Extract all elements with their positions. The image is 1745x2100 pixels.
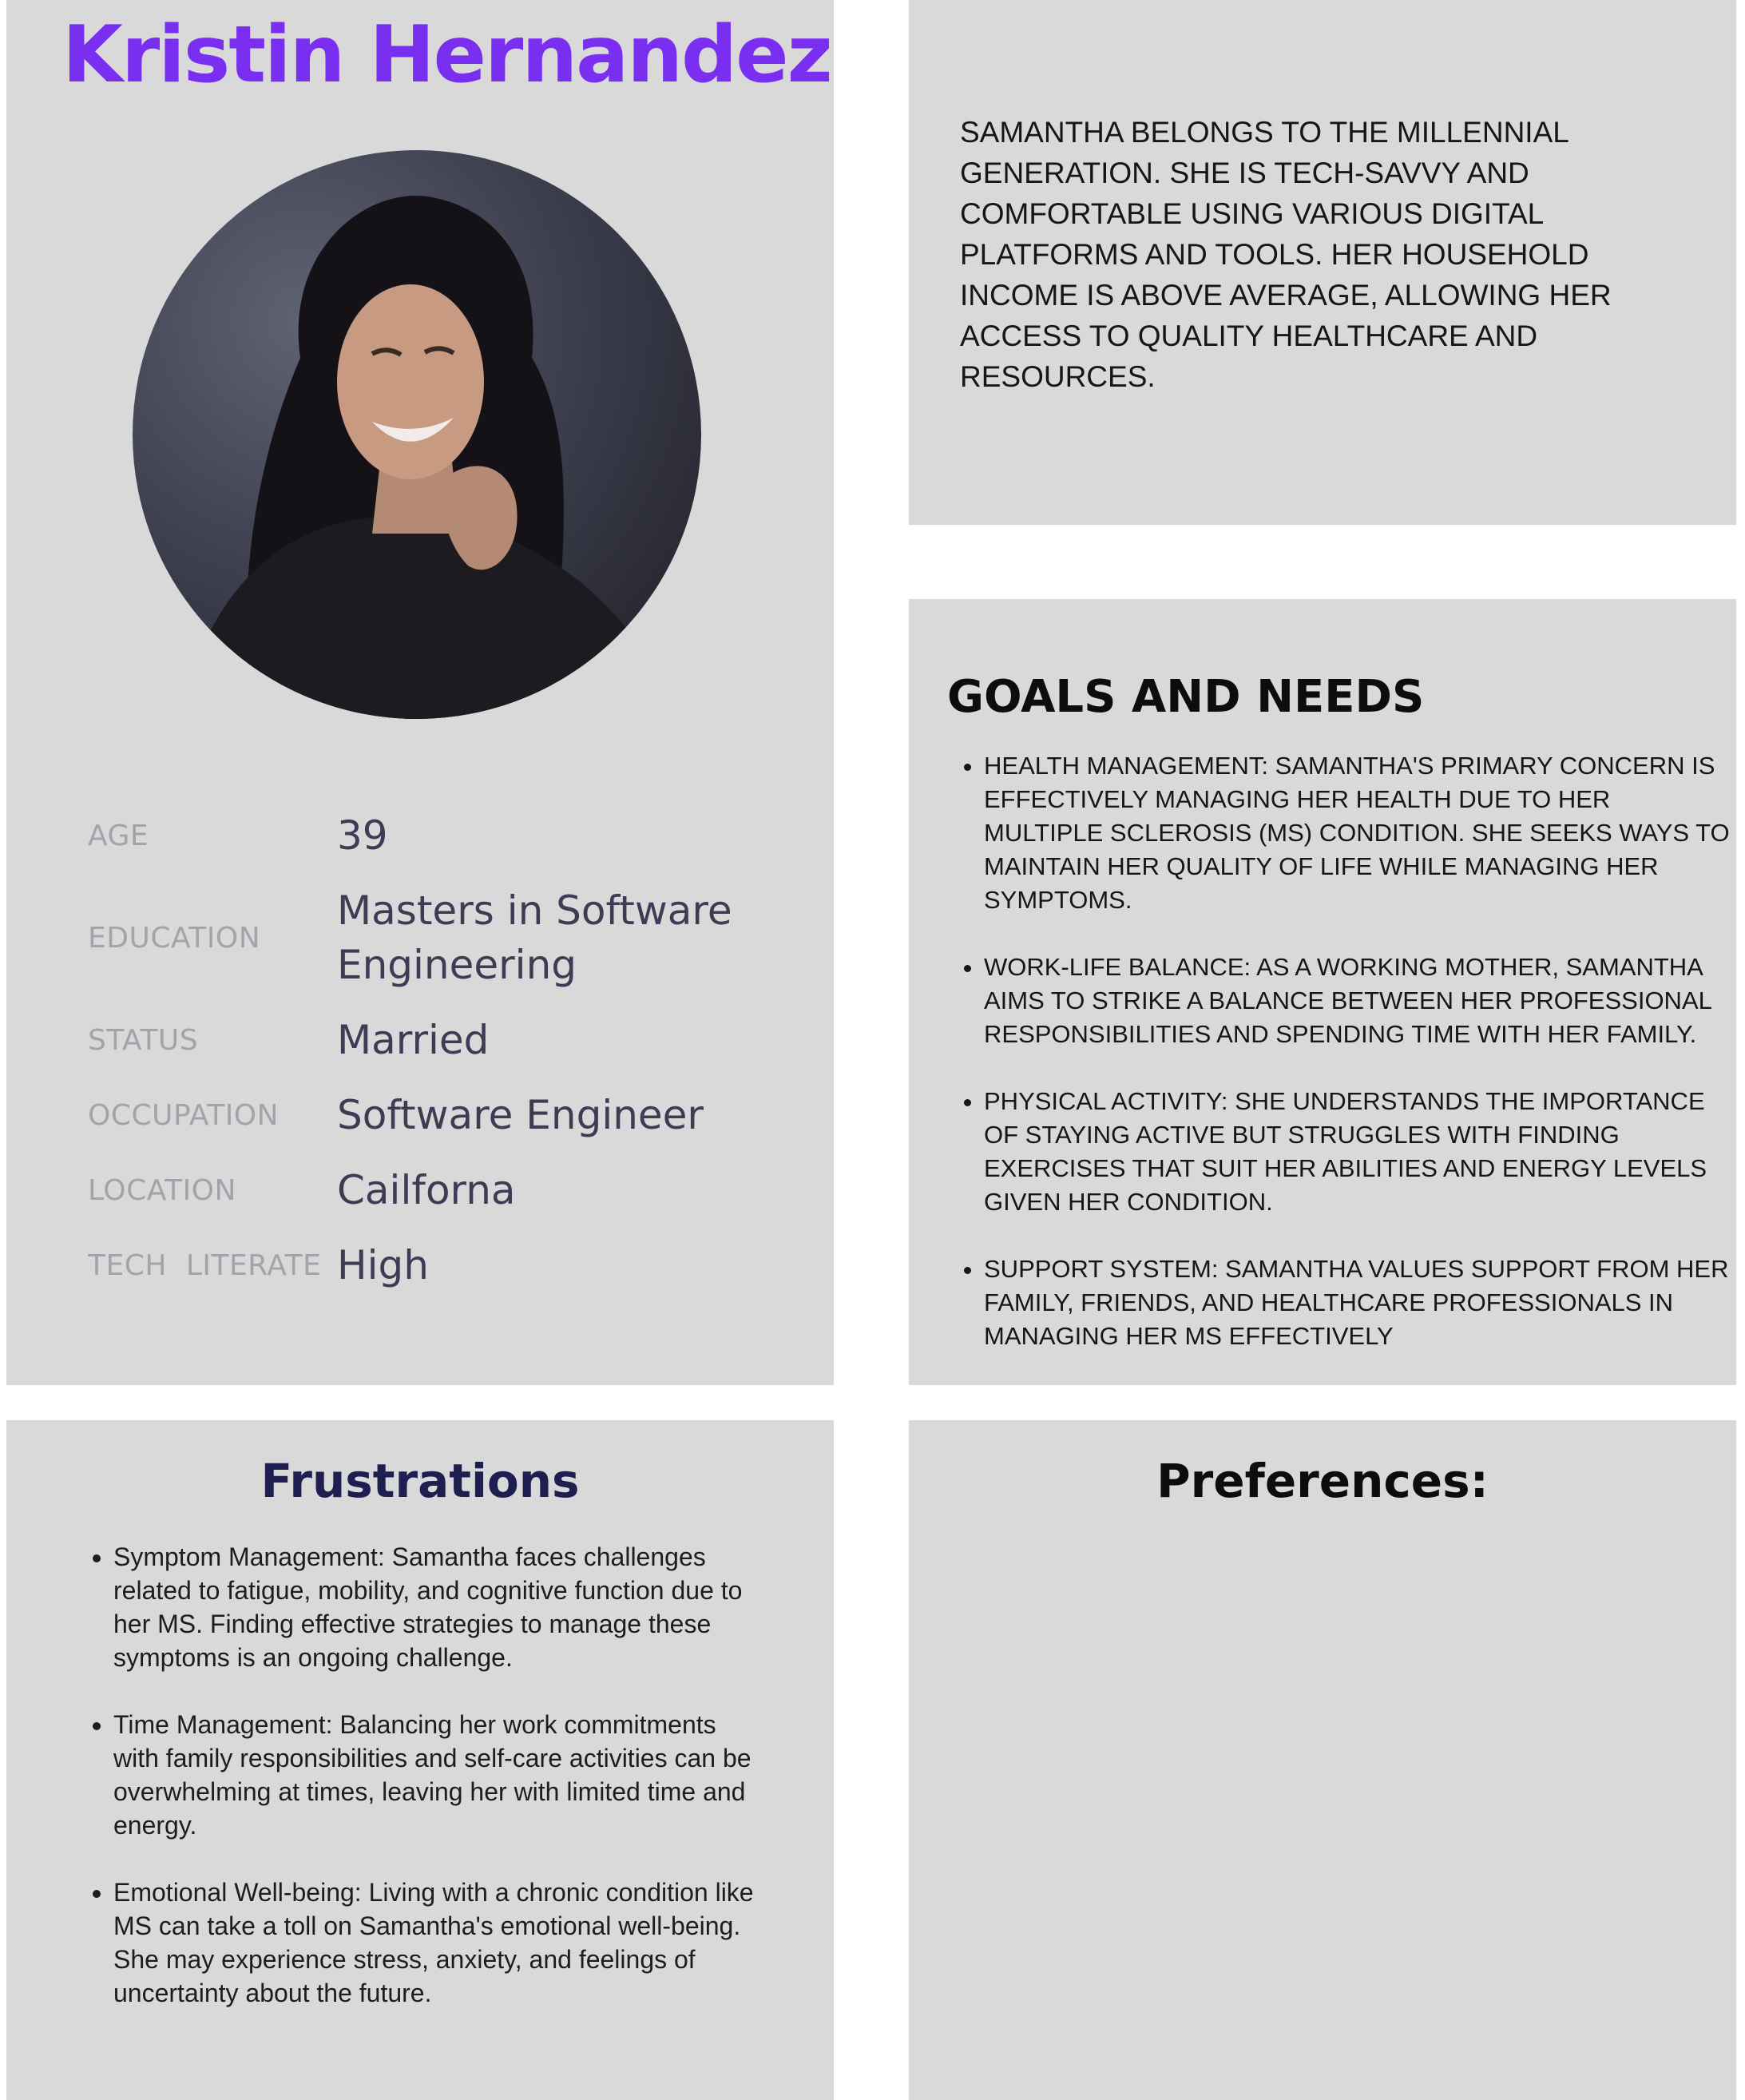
detail-value: Married (337, 1017, 490, 1063)
detail-row-tech-literate (88, 1238, 807, 1292)
detail-label: AGE (88, 819, 149, 852)
frustrations-title: Frustrations (260, 1454, 580, 1508)
detail-value: High (337, 1242, 429, 1288)
detail-value: Cailforna (337, 1167, 516, 1213)
persona-photo (133, 150, 701, 719)
goal-item: • HEALTH MANAGEMENT: SAMANTHA'S PRIMARY CONCERN IS EFFECTIVELY MANAGING HER HEALTH DUE TO HER MULTIPLE SCLEROSIS (MS) CONDITION. SHE SEEKS WAYS TO MAINTAIN HER QUALITY OF LIFE WHILE MANAGING HER SYMPTOMS. (984, 749, 1735, 917)
goal-item: • PHYSICAL ACTIVITY: SHE UNDERSTANDS THE IMPORTANCE OF STAYING ACTIVE BUT STRUGGLES WITH FINDING EXERCISES THAT SUIT HER ABILITIES AND ENERGY LEVELS GIVEN HER CONDITION. (984, 1085, 1735, 1219)
goal-item: • SUPPORT SYSTEM: SAMANTHA VALUES SUPPORT FROM HER FAMILY, FRIENDS, AND HEALTHCARE PROFESSIONALS IN MANAGING HER MS EFFECTIVELY (984, 1252, 1735, 1353)
goals-title: GOALS AND NEEDS (947, 671, 1425, 723)
goal-item: • WORK-LIFE BALANCE: AS A WORKING MOTHER, SAMANTHA AIMS TO STRIKE A BALANCE BETWEEN HER PROFESSIONAL RESPONSIBILITIES AND SPENDING TIME WITH HER FAMILY. (984, 951, 1735, 1051)
persona-name: Kristin Hernandez (62, 10, 831, 101)
detail-label: LOCATION (88, 1173, 236, 1207)
frustration-item: • Emotional Well-being: Living with a chronic condition like MS can take a toll on Samantha's emotional well-being. She may experience stress, anxiety, and feelings of uncertainty about the future. (113, 1876, 768, 2010)
detail-row-age (88, 808, 807, 863)
detail-value: 39 (337, 812, 388, 859)
detail-row-location (88, 1163, 807, 1217)
profile-details (88, 808, 807, 1313)
persona-summary: SAMANTHA BELONGS TO THE MILLENNIAL GENERATION. SHE IS TECH-SAVVY AND COMFORTABLE USING VARIOUS DIGITAL PLATFORMS AND TOOLS. HER HOUSEHOLD INCOME IS ABOVE AVERAGE, ALLOWING HER ACCESS TO QUALITY HEALTHCARE AND RESOURCES. (960, 116, 1612, 393)
frustration-item: • Symptom Management: Samantha faces challenges related to fatigue, mobility, and cognitive function due to her MS. Finding effective strategies to manage these symptoms is an ongoing challenge. (113, 1540, 768, 1674)
detail-row-occupation (88, 1088, 807, 1142)
preferences-panel (909, 1420, 1736, 2100)
portrait-illustration (133, 150, 701, 719)
detail-row-education (88, 883, 807, 992)
frustrations-list (88, 1540, 768, 2043)
detail-label: STATUS (88, 1023, 199, 1057)
goals-list (942, 749, 1735, 1387)
detail-label: EDUCATION (88, 921, 261, 955)
detail-value: Masters in Software Engineering (337, 887, 732, 988)
detail-label: OCCUPATION (88, 1098, 280, 1132)
frustration-item: • Time Management: Balancing her work commitments with family responsibilities and self-care activities can be overwhelming at times, leaving her with limited time and energy. (113, 1708, 768, 1842)
preferences-title: Preferences: (1156, 1454, 1489, 1508)
detail-row-status (88, 1013, 807, 1067)
detail-value: Software Engineer (337, 1092, 704, 1138)
detail-label: TECH LITERATE (88, 1248, 322, 1282)
